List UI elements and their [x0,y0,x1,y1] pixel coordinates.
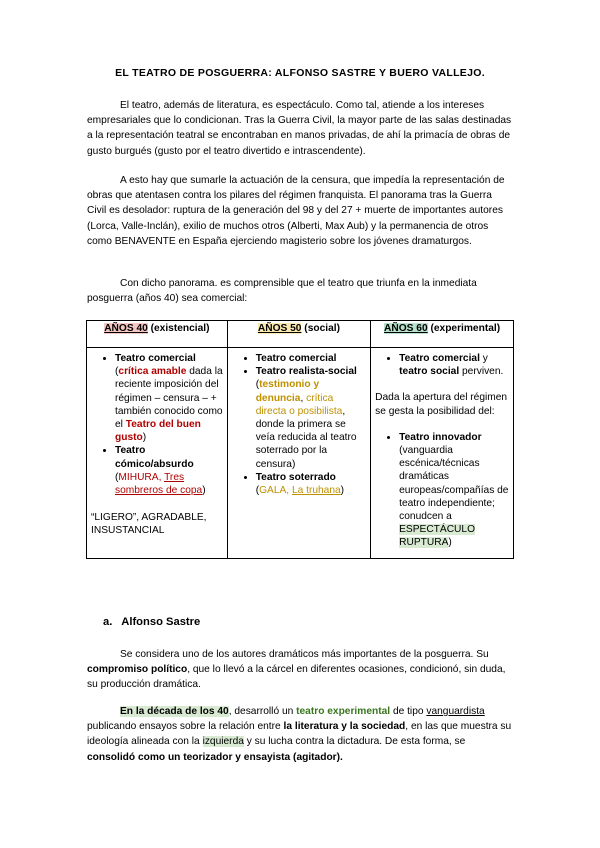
cell-40s [87,348,228,559]
paragraph-text: A esto hay que sumarle la actuación de la censura, que impedía la representación de obras que atentasen contra los pilares del régimen franquista. El panorama tras la Guerra Civil es desolador: ruptura de la generación del 98 y del 27 + muerte de importantes autores (Lorca, Valle-Inclán), exilio de muchos otros (Alberti, Max Aub) y la permanencia de otros como BENAVENTE en España ejerciendo magisterio sobre los jóvenes dramaturgos. [87,175,505,247]
bullet-title: Teatro cómico/absurdo [115,445,194,470]
paragraph-sastre-1 [87,647,512,693]
header-cell-40s [87,321,228,348]
table-body-row [87,348,514,559]
table-header-row [87,321,514,348]
text-run: y su lucha contra la dictadura. De esta forma, se [243,736,466,748]
section-title: Alfonso Sastre [121,616,201,628]
gold-term: crítica directa o posibilista [255,392,343,417]
years-60-label: AÑOS 60 [384,323,428,334]
paragraph-text [87,704,512,765]
gold-term: testimonio y denuncia [255,379,320,404]
cell-60s [371,348,514,559]
bullet-title: Teatro comercial [115,353,196,364]
underlined-term: vanguardista [426,706,485,717]
paren: ( [115,366,119,378]
decades-table [86,320,514,559]
paragraph-sastre-2 [87,704,512,765]
list-60s-bottom [375,431,509,550]
cell-50s [227,348,370,559]
years-50-label: AÑOS 50 [257,323,302,334]
list-item [256,352,366,365]
text-run: , en las que muestra su ideología alineada con la [87,721,512,748]
bold-term: la literatura y la sociedad [283,721,406,733]
paren: ( [255,485,260,497]
paragraph-censorship [87,173,512,249]
list-item [115,444,223,497]
green-term: teatro experimental [296,706,391,717]
bullet-title: teatro social [399,366,460,378]
work-title: Tres sombreros de copa [115,471,203,497]
author-name: MIHURA, [118,471,165,483]
highlight-term: ESPECTÁCULO RUPTURA [399,524,475,549]
cell-60s-middle: Dada la apertura del régimen se gesta la posibilidad del: [375,392,508,417]
paragraph-intro [87,98,512,159]
paren: ) [448,537,452,549]
text-run: , desarrolló un [228,706,297,717]
list-item [115,352,223,444]
paragraph-text: El teatro, además de literatura, es espectáculo. Como tal, atiende a los intereses empresariales que lo condicionan. Tras la Guerra Civil, la mayor parte de las salas destinadas a la representación teatral se encontraban en manos privadas, de ahí la primacía de obras de gusto burgués (gusto por el teatro divertido e intrascendente). [87,100,512,157]
bullet-text: (vanguardia escénica/técnicas dramáticas europeas/compañías de teatro independiente; conudcen a [399,445,509,523]
text-run: de tipo [390,706,427,717]
header-cell-60s [371,321,514,348]
highlight-term: En la década de los 40 [120,706,229,717]
list-item [399,431,509,550]
text-run: publicando ensayos sobre la relación entre [87,721,284,733]
bullet-text: , donde la primera se veía reducida al teatro soterrado por la censura) [255,405,357,470]
paragraph-text: Con dicho panorama. es comprensible que el teatro que triunfa en la inmediata posguerra (años 40) sea comercial: [87,278,477,305]
paren: ) [202,485,206,497]
author-name: GALA, [259,485,292,497]
bold-term: compromiso político [87,664,188,676]
list-item [256,471,366,497]
bullet-title: Teatro comercial [399,353,480,364]
bullet-title: Teatro realista-social [255,366,357,378]
bullet-text: perviven. [459,366,504,378]
bullet-title: Teatro comercial [255,353,337,364]
header-40-desc: (existencial) [147,323,210,334]
text-run: , que lo llevó a la cárcel en diferentes ocasiones, condicionó, sin duda, su producción dramática. [87,664,506,691]
bullet-text: dada la reciente imposición del régimen – censura – + también conocido como el [115,366,223,431]
text-run: Se considera uno de los autores dramáticos más importantes de la posguerra. Su [120,649,489,660]
connector: y [479,353,488,364]
page-title: EL TEATRO DE POSGUERRA: ALFONSO SASTRE Y BUERO VALLEJO. [115,67,485,79]
header-50-desc: (social) [301,323,340,334]
bold-term: consolidó como un teorizador y ensayista (agitador). [87,751,343,763]
paren: ) [142,432,147,444]
paren: ( [255,379,260,391]
list-40s [91,352,223,497]
list-item [399,352,509,378]
red-term: crítica amable [118,366,187,378]
section-marker: a. [103,616,113,628]
paren: ( [115,471,119,483]
header-60-desc: (experimental) [427,323,501,334]
separator: , [300,392,307,404]
red-term: Teatro del buen gusto [115,419,201,444]
years-40-label: AÑOS 40 [104,323,148,334]
header-cell-50s [227,321,370,348]
work-title: La truhana [291,485,341,497]
highlight-term: izquierda [202,736,244,748]
paragraph-panorama [87,276,512,306]
list-item [256,365,366,471]
paren: ) [340,485,345,497]
cell-40s-footer: “LIGERO”, AGRADABLE, INSUSTANCIAL [91,512,207,537]
list-50s [232,352,366,497]
list-60s-top [375,352,509,378]
paragraph-text [87,647,512,693]
bullet-title: Teatro soterrado [255,471,336,483]
section-heading [103,616,200,628]
bullet-title: Teatro innovador [399,431,482,443]
